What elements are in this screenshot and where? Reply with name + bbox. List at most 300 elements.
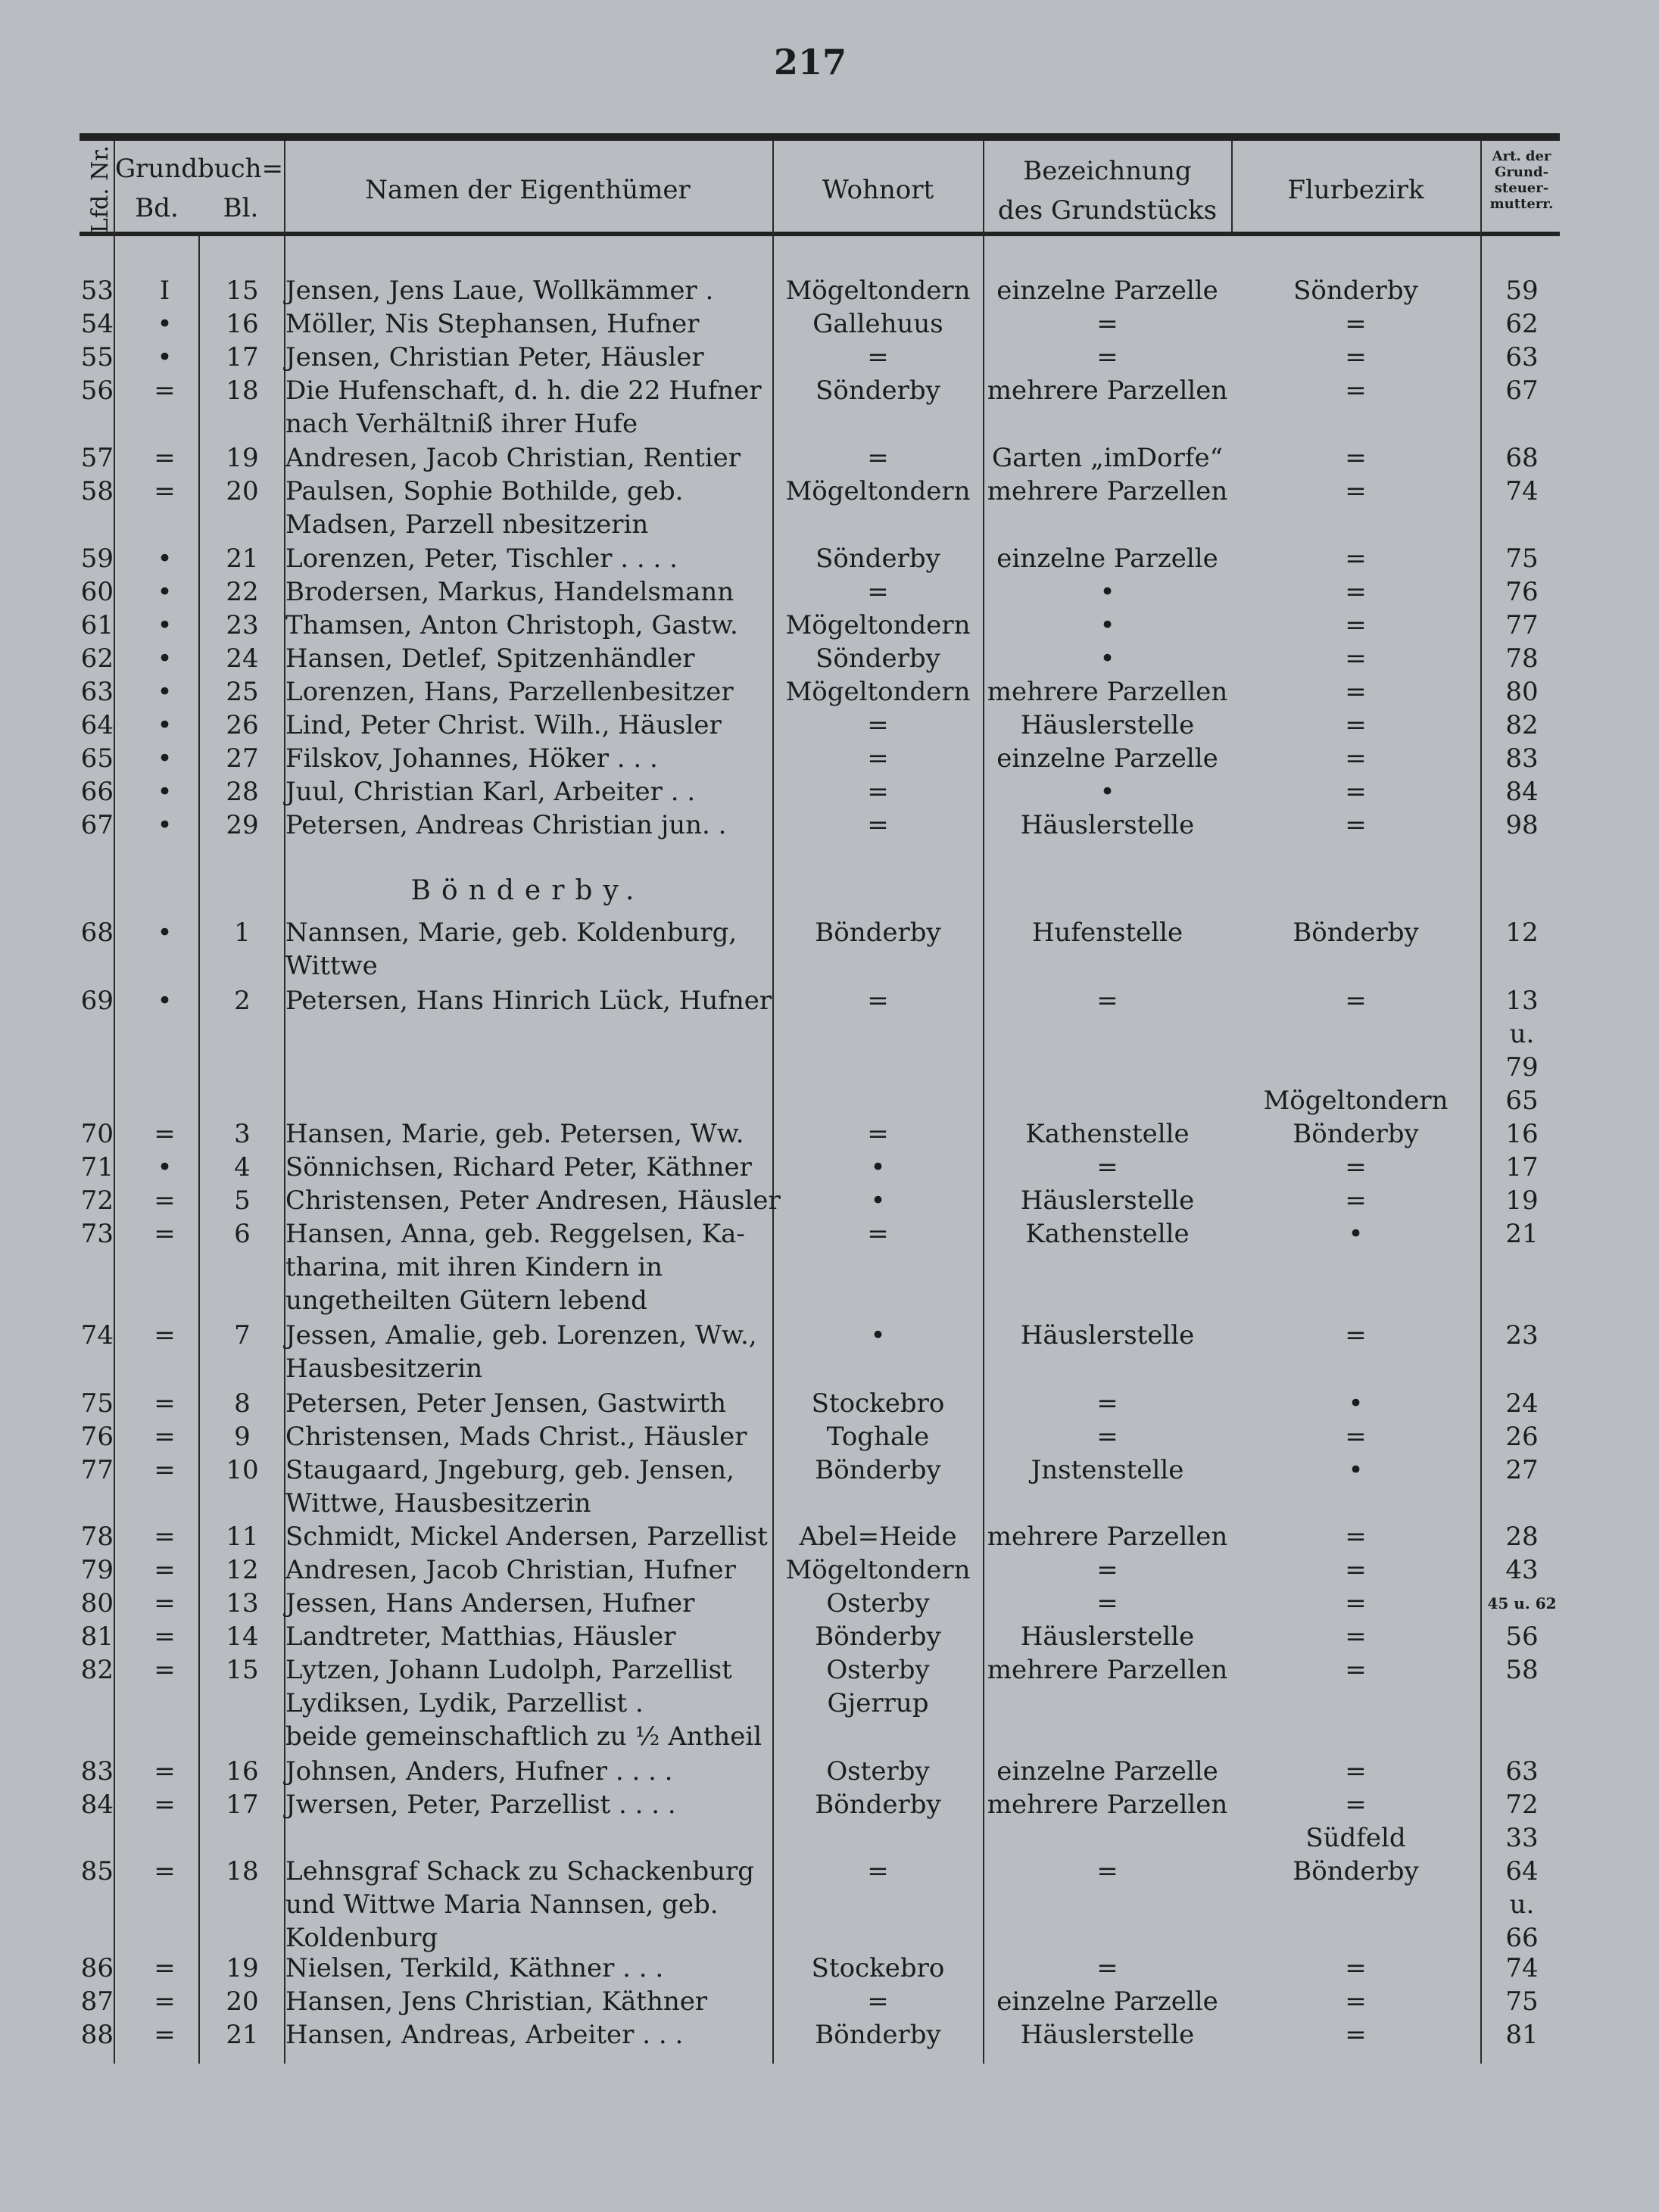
- row-band: =: [154, 1622, 176, 1652]
- tax-article: 75: [1505, 544, 1539, 574]
- district: =: [1345, 577, 1367, 607]
- plot-description: =: [1096, 1152, 1118, 1182]
- row-blatt: 1: [234, 918, 251, 948]
- owner-name: Schmidt, Mickel Andersen, Parzellist: [285, 1522, 768, 1552]
- row-number: 71: [80, 1152, 114, 1182]
- row-blatt: 19: [226, 1953, 259, 1983]
- page-number: 217: [773, 42, 847, 83]
- residence: Sönderby: [815, 375, 940, 406]
- tax-article: 98: [1505, 810, 1539, 840]
- row-band: =: [154, 1320, 176, 1351]
- plot-description: Hufenstelle: [1031, 918, 1183, 948]
- row-band: =: [154, 1219, 176, 1249]
- owner-name: Lorenzen, Peter, Tischler . . . .: [285, 544, 678, 574]
- header-nr: Lfd. Nr.: [87, 145, 114, 234]
- owner-name: Lorenzen, Hans, Parzellenbesitzer: [285, 677, 734, 707]
- district: Bönderby: [1293, 918, 1419, 948]
- row-band: =: [154, 1756, 176, 1787]
- district: =: [1345, 544, 1367, 574]
- owner-name: Lytzen, Johann Ludolph, Parzellist: [285, 1655, 732, 1685]
- district: =: [1345, 643, 1367, 674]
- district: Bönderby: [1293, 1856, 1419, 1886]
- plot-description: Häuslerstelle: [1020, 1622, 1195, 1652]
- row-number: 64: [80, 710, 114, 740]
- table-row: [0, 984, 1659, 1083]
- row-band: •: [157, 643, 173, 674]
- plot-description: •: [1099, 777, 1115, 807]
- owner-name: Jessen, Hans Andersen, Hufner: [285, 1588, 695, 1618]
- row-band: =: [154, 1119, 176, 1149]
- tax-article: 64: [1505, 1856, 1539, 1886]
- owner-name-continued: Koldenburg: [285, 1923, 438, 1953]
- table-row: [0, 1855, 1659, 1953]
- owner-name: Lind, Peter Christ. Wilh., Häusler: [285, 710, 722, 740]
- owner-name: Paulsen, Sophie Bothilde, geb.: [285, 476, 684, 506]
- tax-article: 16: [1505, 1119, 1539, 1149]
- row-blatt: 18: [226, 375, 259, 406]
- table-row: [0, 1520, 1659, 1553]
- row-number: 86: [80, 1953, 114, 1983]
- table-row: [0, 1117, 1659, 1151]
- residence: Mögeltondern: [785, 1555, 971, 1585]
- district: =: [1345, 1986, 1367, 2017]
- tax-article: 58: [1505, 1655, 1539, 1685]
- plot-description: Häuslerstelle: [1020, 710, 1195, 740]
- table-row: [0, 775, 1659, 808]
- header-art-4: mutterr.: [1489, 196, 1554, 212]
- row-number: 62: [80, 643, 114, 674]
- row-blatt: 29: [226, 810, 259, 840]
- header-bd: Bd.: [135, 193, 179, 223]
- table-row: [0, 675, 1659, 709]
- tax-article-continued: u.: [1509, 1890, 1535, 1920]
- tax-article: 19: [1505, 1185, 1539, 1216]
- row-band: =: [154, 1790, 176, 1820]
- plot-description: =: [1096, 1588, 1118, 1618]
- tax-article: 56: [1505, 1622, 1539, 1652]
- row-number: 65: [80, 743, 114, 774]
- tax-article: 83: [1505, 743, 1539, 774]
- owner-name: Jensen, Jens Laue, Wollkämmer .: [285, 276, 714, 306]
- owner-name: Möller, Nis Stephansen, Hufner: [285, 309, 700, 339]
- residence: Bönderby: [815, 1455, 941, 1485]
- district: Südfeld: [1305, 1823, 1406, 1853]
- row-blatt: 14: [226, 1622, 259, 1652]
- tax-article: 68: [1505, 443, 1539, 473]
- district: =: [1345, 1320, 1367, 1351]
- row-blatt: 21: [226, 2020, 259, 2050]
- row-number: 74: [80, 1320, 114, 1351]
- table-row: [0, 808, 1659, 842]
- row-band: =: [154, 375, 176, 406]
- row-number: 82: [80, 1655, 114, 1685]
- table-row: [0, 1319, 1659, 1384]
- row-band: •: [157, 342, 173, 372]
- row-number: 68: [80, 918, 114, 948]
- owner-name-continued: und Wittwe Maria Nannsen, geb.: [285, 1890, 719, 1920]
- residence: =: [867, 777, 889, 807]
- residence: Bönderby: [815, 918, 941, 948]
- district: =: [1345, 810, 1367, 840]
- residence: Gallehuus: [812, 309, 943, 339]
- owner-name: Hansen, Detlef, Spitzenhändler: [285, 643, 695, 674]
- owner-name: Lehnsgraf Schack zu Schackenburg: [285, 1856, 755, 1886]
- row-blatt: 10: [226, 1455, 259, 1485]
- row-blatt: 24: [226, 643, 259, 674]
- row-blatt: 8: [234, 1388, 251, 1419]
- district: =: [1345, 309, 1367, 339]
- row-band: =: [154, 1986, 176, 2017]
- plot-description: =: [1096, 309, 1118, 339]
- row-number: 75: [80, 1388, 114, 1419]
- row-number: 76: [80, 1422, 114, 1452]
- tax-article-continued: u.: [1509, 1019, 1535, 1049]
- row-band: =: [154, 1422, 176, 1452]
- owner-name: Petersen, Hans Hinrich Lück, Hufner: [285, 986, 772, 1016]
- row-blatt: 4: [234, 1152, 251, 1182]
- residence: Osterby: [826, 1756, 930, 1787]
- plot-description: mehrere Parzellen: [987, 1790, 1228, 1820]
- district: =: [1345, 2020, 1367, 2050]
- tax-article: 67: [1505, 375, 1539, 406]
- table-row: [0, 341, 1659, 374]
- row-number: 54: [80, 309, 114, 339]
- district: •: [1348, 1219, 1364, 1249]
- tax-article: 63: [1505, 1756, 1539, 1787]
- owner-name: Nannsen, Marie, geb. Koldenburg,: [285, 918, 738, 948]
- row-band: •: [157, 918, 173, 948]
- row-blatt: 28: [226, 777, 259, 807]
- residence: =: [867, 1219, 889, 1249]
- district: =: [1345, 1953, 1367, 1983]
- table-row: [0, 307, 1659, 341]
- owner-name: Nielsen, Terkild, Käthner . . .: [285, 1953, 664, 1983]
- header-bezeichnung: Bezeichnung: [1023, 156, 1192, 186]
- district: =: [1345, 1422, 1367, 1452]
- row-blatt: 12: [226, 1555, 259, 1585]
- residence: =: [867, 577, 889, 607]
- row-number: 70: [80, 1119, 114, 1149]
- owner-name: Jessen, Amalie, geb. Lorenzen, Ww.,: [285, 1320, 757, 1351]
- plot-description: einzelne Parzelle: [996, 1756, 1218, 1787]
- plot-description: =: [1096, 1953, 1118, 1983]
- plot-description: =: [1096, 342, 1118, 372]
- owner-name: Hansen, Anna, geb. Reggelsen, Ka-: [285, 1219, 745, 1249]
- table-row: [0, 1420, 1659, 1453]
- tax-article: 74: [1505, 1953, 1539, 1983]
- row-blatt: 5: [234, 1185, 251, 1216]
- tax-article: 62: [1505, 309, 1539, 339]
- district: •: [1348, 1388, 1364, 1419]
- tax-article-continued: 79: [1505, 1052, 1539, 1083]
- district: =: [1345, 1522, 1367, 1552]
- tax-article: 24: [1505, 1388, 1539, 1419]
- row-number: 66: [80, 777, 114, 807]
- owner-name-continued: Madsen, Parzell nbesitzerin: [285, 509, 649, 540]
- district: =: [1345, 677, 1367, 707]
- row-blatt: 13: [226, 1588, 259, 1618]
- header-art-2: Grund-: [1494, 164, 1549, 180]
- tax-article: 76: [1505, 577, 1539, 607]
- residence: Toghale: [826, 1422, 930, 1452]
- row-band: •: [157, 777, 173, 807]
- residence: =: [867, 1856, 889, 1886]
- district: =: [1345, 610, 1367, 640]
- owner-name-continued: Wittwe, Hausbesitzerin: [285, 1488, 591, 1519]
- district: =: [1345, 1152, 1367, 1182]
- header-flurbezirk: Flurbezirk: [1287, 175, 1424, 205]
- tax-article: 59: [1505, 276, 1539, 306]
- row-number: 72: [80, 1185, 114, 1216]
- plot-description: einzelne Parzelle: [996, 544, 1218, 574]
- residence: Bönderby: [815, 1622, 941, 1652]
- tax-article: 12: [1505, 918, 1539, 948]
- row-number: 73: [80, 1219, 114, 1249]
- row-band: =: [154, 1185, 176, 1216]
- owner-name: Landtreter, Matthias, Häusler: [285, 1622, 676, 1652]
- table-row: [0, 1755, 1659, 1788]
- section-title: Bönderby.: [410, 875, 645, 906]
- header-bl: Bl.: [223, 193, 259, 223]
- residence: Abel=Heide: [799, 1522, 957, 1552]
- residence: Mögeltondern: [785, 276, 971, 306]
- residence-continued: Gjerrup: [827, 1688, 929, 1718]
- owner-name: Juul, Christian Karl, Arbeiter . .: [285, 777, 696, 807]
- residence: =: [867, 710, 889, 740]
- district: =: [1345, 986, 1367, 1016]
- table-row: [0, 1620, 1659, 1653]
- table-row: [0, 1821, 1659, 1855]
- residence: =: [867, 986, 889, 1016]
- table-row: [0, 1151, 1659, 1184]
- plot-description: Garten „imDorfe“: [992, 443, 1223, 473]
- row-number: 69: [80, 986, 114, 1016]
- residence: •: [870, 1185, 886, 1216]
- plot-description: =: [1096, 986, 1118, 1016]
- row-blatt: 16: [226, 309, 259, 339]
- owner-name: Brodersen, Markus, Handelsmann: [285, 577, 734, 607]
- header-namen: Namen der Eigenthümer: [365, 175, 691, 205]
- plot-description: mehrere Parzellen: [987, 677, 1228, 707]
- row-number: 59: [80, 544, 114, 574]
- residence: Mögeltondern: [785, 677, 971, 707]
- plot-description: •: [1099, 643, 1115, 674]
- tax-article: 75: [1505, 1986, 1539, 2017]
- residence: Mögeltondern: [785, 610, 971, 640]
- table-row: [0, 542, 1659, 575]
- tax-article-continued: 66: [1505, 1923, 1539, 1953]
- tax-article: 77: [1505, 610, 1539, 640]
- residence: •: [870, 1320, 886, 1351]
- row-band: =: [154, 1588, 176, 1618]
- plot-description: Jnstenstelle: [1031, 1455, 1184, 1485]
- plot-description: Kathenstelle: [1025, 1219, 1190, 1249]
- owner-name-continued: beide gemeinschaftlich zu ½ Antheil: [285, 1721, 762, 1752]
- plot-description: Häuslerstelle: [1020, 1320, 1195, 1351]
- header-grundbuch: Grundbuch=: [115, 154, 284, 184]
- plot-description: •: [1099, 610, 1115, 640]
- residence: =: [867, 443, 889, 473]
- owner-name: Hansen, Marie, geb. Petersen, Ww.: [285, 1119, 744, 1149]
- table-row: [0, 1184, 1659, 1217]
- table-row: [0, 709, 1659, 742]
- owner-name: Andresen, Jacob Christian, Hufner: [285, 1555, 736, 1585]
- tax-article: 13: [1505, 986, 1539, 1016]
- residence: =: [867, 1119, 889, 1149]
- table-row: [0, 1788, 1659, 1821]
- residence: Stockebro: [811, 1388, 945, 1419]
- tax-article: 74: [1505, 476, 1539, 506]
- row-band: •: [157, 810, 173, 840]
- district: Mögeltondern: [1263, 1086, 1449, 1116]
- tax-article: 78: [1505, 643, 1539, 674]
- row-band: =: [154, 1856, 176, 1886]
- district: =: [1345, 1622, 1367, 1652]
- row-number: 88: [80, 2020, 114, 2050]
- district: =: [1345, 1185, 1367, 1216]
- row-band: =: [154, 1522, 176, 1552]
- tax-article: 45 u. 62: [1487, 1594, 1557, 1612]
- owner-name-continued: nach Verhältniß ihrer Hufe: [285, 409, 638, 439]
- owner-name: Petersen, Andreas Christian jun. .: [285, 810, 727, 840]
- row-blatt: 17: [226, 1790, 259, 1820]
- district: =: [1345, 1655, 1367, 1685]
- plot-description: •: [1099, 577, 1115, 607]
- header-bezeichnung-2: des Grundstücks: [997, 195, 1218, 226]
- row-number: 58: [80, 476, 114, 506]
- tax-article: 63: [1505, 342, 1539, 372]
- owner-name: Christensen, Mads Christ., Häusler: [285, 1422, 747, 1452]
- row-blatt: 23: [226, 610, 259, 640]
- row-band: =: [154, 443, 176, 473]
- plot-description: =: [1096, 1856, 1118, 1886]
- tax-article: 17: [1505, 1152, 1539, 1182]
- row-blatt: 27: [226, 743, 259, 774]
- table-row: [0, 1084, 1659, 1117]
- owner-name: Jensen, Christian Peter, Häusler: [285, 342, 704, 372]
- table-row: [0, 475, 1659, 540]
- table-row: [0, 1387, 1659, 1420]
- owner-name-continued: ungetheilten Gütern lebend: [285, 1285, 647, 1316]
- owner-name: Staugaard, Jngeburg, geb. Jensen,: [285, 1455, 734, 1485]
- row-blatt: 19: [226, 443, 259, 473]
- table-row: [0, 1985, 1659, 2018]
- plot-description: Häuslerstelle: [1020, 2020, 1195, 2050]
- plot-description: mehrere Parzellen: [987, 1655, 1228, 1685]
- tax-article: 21: [1505, 1219, 1539, 1249]
- row-number: 56: [80, 375, 114, 406]
- owner-name-continued: Lydiksen, Lydik, Parzellist .: [285, 1688, 644, 1718]
- plot-description: =: [1096, 1422, 1118, 1452]
- owner-name-continued: Wittwe: [285, 951, 378, 981]
- plot-description: einzelne Parzelle: [996, 276, 1218, 306]
- tax-article: 82: [1505, 710, 1539, 740]
- row-number: 60: [80, 577, 114, 607]
- table-row: [0, 742, 1659, 775]
- owner-name-continued: tharina, mit ihren Kindern in: [285, 1252, 663, 1282]
- row-number: 83: [80, 1756, 114, 1787]
- row-band: •: [157, 544, 173, 574]
- row-number: 67: [80, 810, 114, 840]
- district: Bönderby: [1293, 1119, 1419, 1149]
- row-number: 84: [80, 1790, 114, 1820]
- row-blatt: 7: [234, 1320, 251, 1351]
- header-art-3: steuer-: [1494, 180, 1549, 196]
- row-band: •: [157, 309, 173, 339]
- row-band: =: [154, 476, 176, 506]
- plot-description: =: [1096, 1555, 1118, 1585]
- table-row: [0, 374, 1659, 439]
- district: Sönderby: [1293, 276, 1418, 306]
- row-blatt: 15: [226, 276, 259, 306]
- row-blatt: 9: [234, 1422, 251, 1452]
- residence: =: [867, 743, 889, 774]
- row-blatt: 20: [226, 1986, 259, 2017]
- row-band: I: [159, 276, 170, 306]
- tax-article: 84: [1505, 777, 1539, 807]
- row-number: 78: [80, 1522, 114, 1552]
- tax-article: 65: [1505, 1086, 1539, 1116]
- row-number: 61: [80, 610, 114, 640]
- residence: Bönderby: [815, 2020, 941, 2050]
- row-blatt: 21: [226, 544, 259, 574]
- owner-name: Christensen, Peter Andresen, Häusler: [285, 1185, 781, 1216]
- owner-name: Sönnichsen, Richard Peter, Käthner: [285, 1152, 752, 1182]
- district: =: [1345, 1555, 1367, 1585]
- row-number: 53: [80, 276, 114, 306]
- residence: Osterby: [826, 1655, 930, 1685]
- residence: Osterby: [826, 1588, 930, 1618]
- residence: Sönderby: [815, 643, 940, 674]
- row-band: =: [154, 1455, 176, 1485]
- tax-article: 43: [1505, 1555, 1539, 1585]
- row-blatt: 2: [234, 986, 251, 1016]
- residence: Stockebro: [811, 1953, 945, 1983]
- row-blatt: 6: [234, 1219, 251, 1249]
- owner-name: Hansen, Jens Christian, Käthner: [285, 1986, 708, 2017]
- row-blatt: 18: [226, 1856, 259, 1886]
- owner-name: Andresen, Jacob Christian, Rentier: [285, 443, 741, 473]
- row-number: 81: [80, 1622, 114, 1652]
- district: =: [1345, 476, 1367, 506]
- table-row: [0, 1952, 1659, 1985]
- row-blatt: 20: [226, 476, 259, 506]
- row-band: •: [157, 986, 173, 1016]
- district: •: [1348, 1455, 1364, 1485]
- district: =: [1345, 443, 1367, 473]
- plot-description: Häuslerstelle: [1020, 1185, 1195, 1216]
- residence: •: [870, 1152, 886, 1182]
- table-row: [0, 1453, 1659, 1519]
- residence: Bönderby: [815, 1790, 941, 1820]
- district: =: [1345, 1588, 1367, 1618]
- owner-name-continued: Hausbesitzerin: [285, 1354, 483, 1384]
- owner-name: Jwersen, Peter, Parzellist . . . .: [285, 1790, 676, 1820]
- plot-description: mehrere Parzellen: [987, 1522, 1228, 1552]
- row-blatt: 22: [226, 577, 259, 607]
- owner-name: Thamsen, Anton Christoph, Gastw.: [285, 610, 738, 640]
- district: =: [1345, 375, 1367, 406]
- owner-name: Hansen, Andreas, Arbeiter . . .: [285, 2020, 684, 2050]
- row-number: 87: [80, 1986, 114, 2017]
- row-band: =: [154, 2020, 176, 2050]
- plot-description: mehrere Parzellen: [987, 375, 1228, 406]
- tax-article: 72: [1505, 1790, 1539, 1820]
- row-number: 80: [80, 1588, 114, 1618]
- row-band: =: [154, 1388, 176, 1419]
- table-row: [0, 916, 1659, 981]
- row-blatt: 3: [234, 1119, 251, 1149]
